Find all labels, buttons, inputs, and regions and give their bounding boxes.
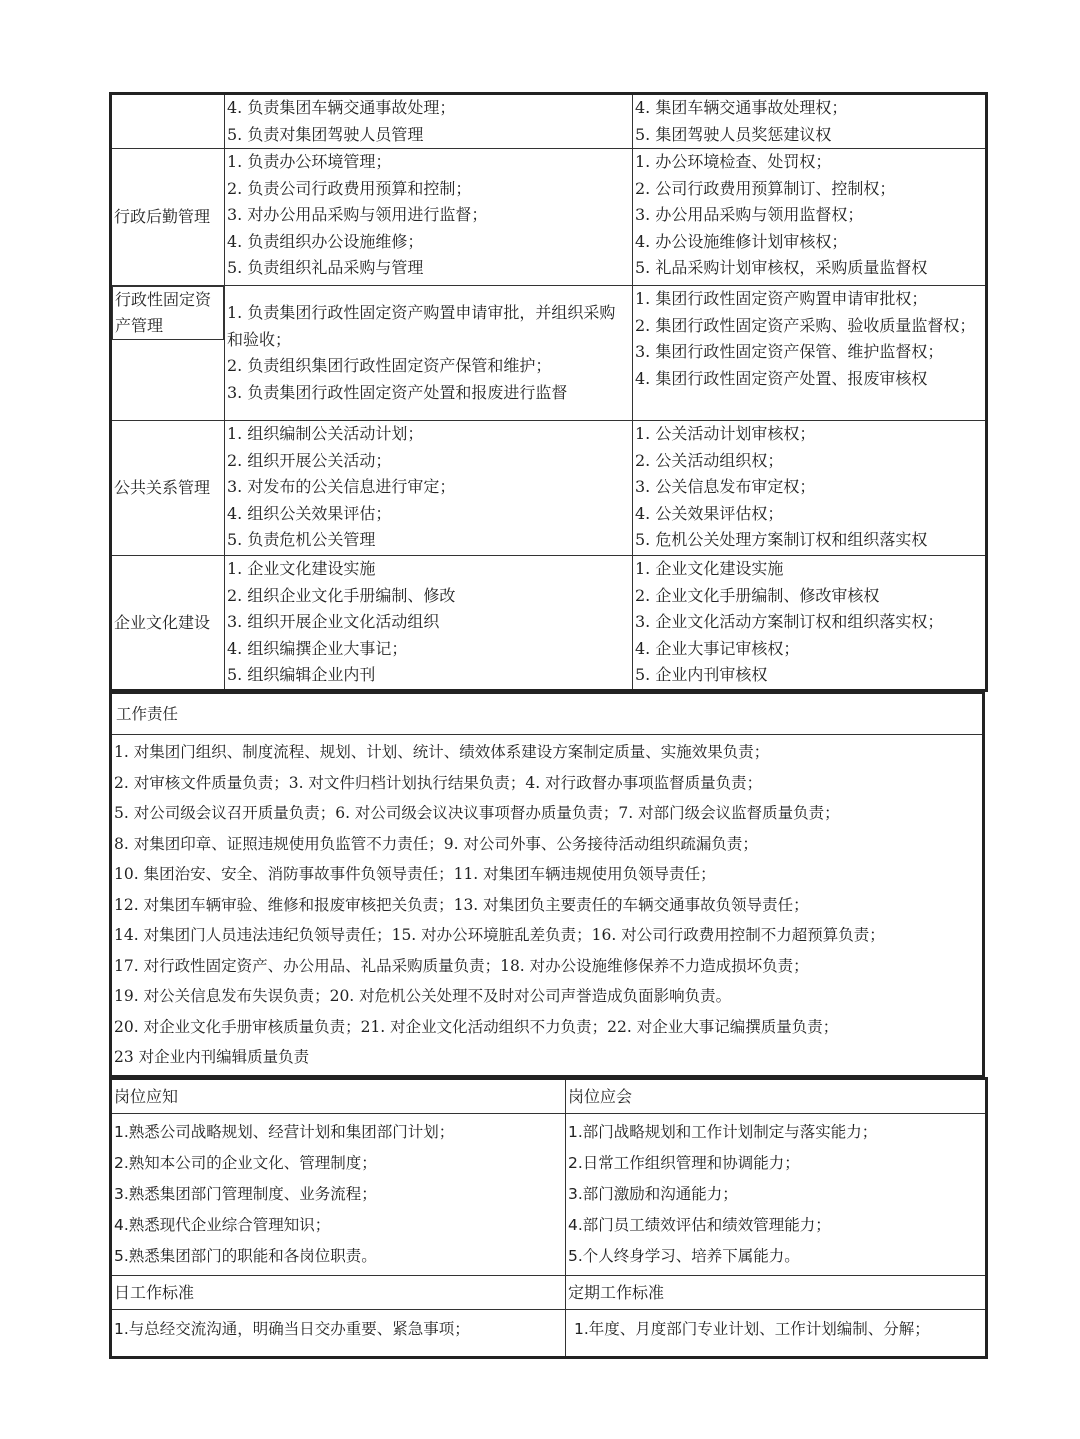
duties-table	[109, 92, 988, 692]
authority-item: 4. 公关效果评估权；	[635, 503, 784, 523]
responsibility-line: 20. 对企业文化手册审核质量负责；21. 对企业文化活动组织不力负责；22. 对企业大事记编撰质量负责；	[114, 1017, 839, 1036]
duty-item: 5. 组织编辑企业内刊	[227, 665, 376, 684]
duties-cell	[225, 556, 633, 691]
table-row	[111, 94, 987, 149]
duty-item: 1. 组织编制公关活动计划；	[227, 424, 424, 443]
authority-item: 1. 公关活动计划审核权；	[635, 424, 816, 443]
authority-item: 3. 公关信息发布审定权；	[635, 477, 816, 496]
responsibility-line: 10. 集团治安、安全、消防事故事件负领导责任；11. 对集团车辆违规使用负领导责任；	[114, 865, 716, 883]
authority-item: 5. 企业内刊审核权	[635, 665, 768, 684]
duty-item: 4. 负责组织办公设施维修；	[227, 231, 424, 251]
knowledge-list	[111, 1113, 566, 1275]
authority-item: 4. 集团车辆交通事故处理权；	[635, 98, 848, 117]
responsibility-line: 23 对企业内刊编辑质量负责	[114, 1048, 310, 1066]
duty-item: 4. 组织编撰企业大事记；	[227, 638, 408, 658]
responsibility-body	[111, 735, 984, 1077]
authority-item: 1. 办公环境检查、处罚权；	[635, 152, 832, 171]
table-row	[111, 149, 987, 286]
periodic-standard-title: 定期工作标准	[566, 1275, 987, 1309]
authority-item: 1. 集团行政性固定资产购置申请审批权；	[635, 289, 928, 308]
responsibility-title: 工作责任	[111, 693, 984, 735]
daily-standard-list	[111, 1309, 566, 1357]
duty-item: 2. 组织开展公关活动；	[227, 450, 392, 470]
responsibility-line: 17. 对行政性固定资产、办公用品、礼品采购质量负责；18. 对办公设施维修保养不力造成损坏负责；	[114, 956, 809, 975]
table-row	[111, 421, 987, 556]
responsibility-line: 1. 对集团门组织、制度流程、规划、计划、统计、绩效体系建设方案制定质量、实施效果负责；	[114, 743, 770, 761]
authority-item: 2. 集团行政性固定资产采购、验收质量监督权；	[635, 315, 976, 335]
authority-item: 4. 企业大事记审核权；	[635, 638, 800, 658]
authority-item: 3. 企业文化活动方案制订权和组织落实权；	[635, 612, 944, 631]
authority-item: 5. 礼品采购计划审核权，采购质量监督权	[635, 258, 928, 277]
duty-item: 3. 组织开展企业文化活动组织	[227, 612, 440, 631]
duty-item: 2. 组织企业文化手册编制、修改	[227, 585, 456, 605]
duty-item: 1. 企业文化建设实施	[227, 559, 376, 578]
authority-item: 4. 集团行政性固定资产处置、报废审核权	[635, 368, 928, 388]
list-item: 4.部门员工绩效评估和绩效管理能力；	[568, 1215, 831, 1234]
authority-item: 1. 企业文化建设实施	[635, 559, 784, 578]
responsibility-line: 5. 对公司级会议召开质量负责；6. 对公司级会议决议事项督办质量负责；7. 对部门级会议监督质量负责；	[114, 804, 840, 822]
duty-item: 2. 负责组织集团行政性固定资产保管和维护；	[227, 356, 552, 375]
authority-cell	[633, 149, 987, 286]
knowledge-title: 岗位应知	[111, 1078, 566, 1113]
list-item: 5.个人终身学习、培养下属能力。	[568, 1246, 800, 1265]
category-cell: 行政后勤管理	[111, 149, 225, 286]
duty-item: 1. 负责办公环境管理；	[227, 152, 392, 171]
duty-item: 4. 组织公关效果评估；	[227, 503, 392, 523]
authority-item: 2. 企业文化手册编制、修改审核权	[635, 585, 880, 605]
authority-item: 3. 办公用品采购与领用监督权；	[635, 205, 864, 224]
list-item: 3.部门激励和沟通能力；	[568, 1184, 738, 1203]
authority-item: 4. 办公设施维修计划审核权；	[635, 231, 848, 251]
duty-item: 5. 负责对集团驾驶人员管理	[227, 124, 424, 144]
list-item: 1.年度、月度部门专业计划、工作计划编制、分解；	[574, 1319, 930, 1338]
authority-item: 2. 公关活动组织权；	[635, 450, 784, 470]
authority-cell	[633, 94, 987, 149]
list-item: 1.部门战略规划和工作计划制定与落实能力；	[568, 1122, 878, 1141]
list-item: 2.日常工作组织管理和协调能力；	[568, 1153, 800, 1172]
duties-cell	[225, 421, 633, 556]
duty-item: 3. 对办公用品采购与领用进行监督；	[227, 205, 488, 224]
skills-title: 岗位应会	[566, 1078, 987, 1113]
document-sheet	[109, 92, 985, 1359]
duty-item: 5. 负责危机公关管理	[227, 530, 376, 549]
authority-cell	[633, 556, 987, 691]
responsibility-line: 12. 对集团车辆审验、维修和报废审核把关负责；13. 对集团负主要责任的车辆交通事故负领导责任；	[114, 895, 809, 914]
authority-item: 5. 危机公关处理方案制订权和组织落实权	[635, 530, 928, 549]
duties-cell	[225, 94, 633, 149]
duties-cell	[225, 149, 633, 286]
list-item: 2.熟知本公司的企业文化、管理制度；	[114, 1153, 377, 1172]
list-item: 4.熟悉现代企业综合管理知识；	[114, 1215, 331, 1234]
category-cell	[111, 94, 225, 149]
table-row	[111, 556, 987, 691]
daily-standard-title: 日工作标准	[111, 1275, 566, 1309]
duty-item: 2. 负责公司行政费用预算和控制；	[227, 178, 472, 198]
authority-cell	[633, 421, 987, 556]
authority-item: 3. 集团行政性固定资产保管、维护监督权；	[635, 342, 944, 361]
duty-item: 4. 负责集团车辆交通事故处理；	[227, 98, 456, 117]
duty-item: 5. 负责组织礼品采购与管理	[227, 258, 424, 277]
authority-cell	[633, 286, 987, 421]
list-item: 1.熟悉公司战略规划、经营计划和集团部门计划；	[114, 1122, 455, 1141]
duty-item: 3. 负责集团行政性固定资产处置和报废进行监督	[227, 382, 568, 402]
responsibility-line: 19. 对公关信息发布失误负责；20. 对危机公关处理不及时对公司声誉造成负面影响负责。	[114, 987, 732, 1005]
list-item: 5.熟悉集团部门的职能和各岗位职责。	[114, 1246, 377, 1265]
responsibility-table	[109, 691, 985, 1078]
knowledge-table	[109, 1077, 988, 1359]
skills-list	[566, 1113, 987, 1275]
authority-item: 5. 集团驾驶人员奖惩建议权	[635, 124, 832, 144]
duty-item: 1. 负责集团行政性固定资产购置申请审批，并组织采购和验收；	[227, 303, 616, 349]
authority-item: 2. 公司行政费用预算制订、控制权；	[635, 178, 896, 198]
category-cell: 企业文化建设	[111, 556, 225, 691]
table-row	[111, 286, 987, 421]
duty-item: 3. 对发布的公关信息进行审定；	[227, 477, 456, 496]
list-item: 3.熟悉集团部门管理制度、业务流程；	[114, 1184, 377, 1203]
category-cell: 公共关系管理	[111, 421, 225, 556]
category-cell: 行政性固定资产管理	[112, 286, 224, 340]
responsibility-line: 2. 对审核文件质量负责；3. 对文件归档计划执行结果负责；4. 对行政督办事项监督质量负责；	[114, 773, 763, 792]
responsibility-line: 8. 对集团印章、证照违规使用负监管不力责任；9. 对公司外事、公务接待活动组织疏漏负责；	[114, 834, 758, 853]
list-item: 1.与总经交流沟通，明确当日交办重要、紧急事项；	[114, 1319, 470, 1338]
responsibility-line: 14. 对集团门人员违法违纪负领导责任；15. 对办公环境脏乱差负责；16. 对公司行政费用控制不力超预算负责；	[114, 926, 885, 944]
periodic-standard-list	[566, 1309, 987, 1357]
duties-cell	[225, 286, 633, 421]
